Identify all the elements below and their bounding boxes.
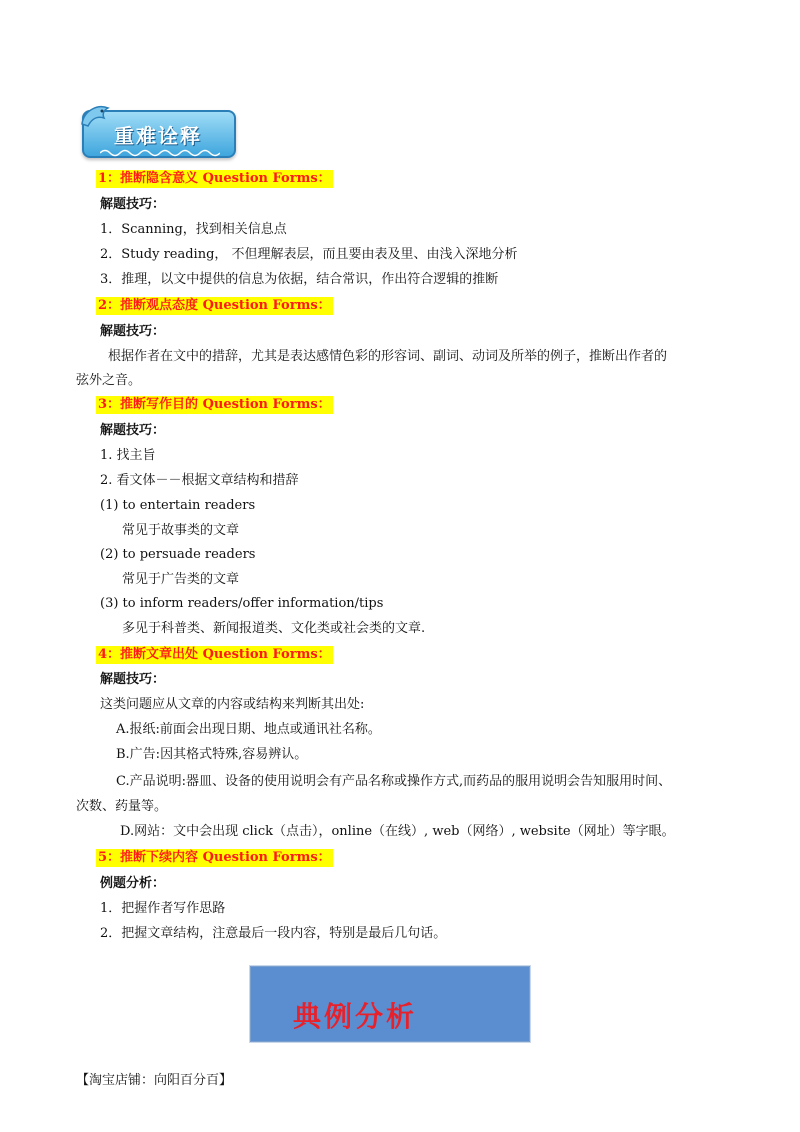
section-3-line-6: 常见于广告类的文章: [122, 572, 240, 587]
section-2-heading: 2：推断观点态度 Question Forms：: [98, 298, 331, 313]
section-3-sub: 解题技巧：: [100, 423, 166, 438]
example-banner: [250, 966, 530, 1042]
section-3-line-1: 1. 找主旨: [100, 448, 156, 463]
section-badge: [76, 98, 236, 160]
section-5-heading: 5：推断下续内容 Question Forms：: [98, 850, 331, 865]
section-4-heading: 4：推断文章出处 Question Forms：: [98, 647, 331, 662]
section-4-line-6: D.网站：文中会出现 click（点击），online（在线）, web（网络）, website（网址）等字眼。: [120, 824, 675, 839]
section-3-line-4: 常见于故事类的文章: [122, 523, 240, 538]
section-4-line-2: A.报纸:前面会出现日期、地点或通讯社名称。: [116, 722, 381, 737]
section-1-sub: 解题技巧：: [100, 197, 166, 212]
section-2-line-1: 根据作者在文中的措辞，尤其是表达感情色彩的形容词、副词、动词及所举的例子，推断出作者的: [108, 349, 668, 364]
section-1-heading: 1：推断隐含意义 Question Forms：: [98, 171, 331, 186]
section-3-line-5: (2) to persuade readers: [100, 547, 256, 562]
section-1-line-2: 2．Study reading， 不但理解表层，而且要由表及里、由浅入深地分析: [100, 247, 518, 262]
section-2-line-2: 弦外之音。: [76, 373, 142, 388]
section-4-sub: 解题技巧：: [100, 672, 166, 687]
section-4-line-3: B.广告:因其格式特殊,容易辨认。: [116, 747, 308, 762]
section-2-sub: 解题技巧：: [100, 324, 166, 339]
section-4-line-4: C.产品说明:器皿、设备的使用说明会有产品名称或操作方式,而药品的服用说明会告知服用时间、: [116, 774, 672, 789]
section-3-heading: 3：推断写作目的 Question Forms：: [98, 397, 331, 412]
section-3-line-7: (3) to inform readers/offer information/tips: [100, 596, 384, 611]
section-5-line-2: 2．把握文章结构，注意最后一段内容，特别是最后几句话。: [100, 926, 447, 941]
dolphin-icon: [76, 98, 116, 138]
badge-title: 重难诠释: [114, 124, 202, 148]
section-4-line-1: 这类问题应从文章的内容或结构来判断其出处:: [100, 697, 365, 712]
section-5-line-1: 1．把握作者写作思路: [100, 901, 226, 916]
section-1-line-1: 1．Scanning，找到相关信息点: [100, 222, 287, 237]
example-title: 典例分析: [293, 1000, 418, 1033]
wave-decoration-icon: [100, 148, 220, 158]
footer-shop-note: 【淘宝店铺：向阳百分百】: [76, 1073, 233, 1088]
section-5-sub: 例题分析：: [100, 876, 166, 891]
section-4-line-5: 次数、药量等。: [76, 799, 168, 814]
section-3-line-8: 多见于科普类、新闻报道类、文化类或社会类的文章.: [122, 621, 426, 636]
section-3-line-2: 2. 看文体－－根据文章结构和措辞: [100, 473, 299, 488]
section-3-line-3: (1) to entertain readers: [100, 498, 256, 513]
section-1-line-3: 3．推理，以文中提供的信息为依据，结合常识，作出符合逻辑的推断: [100, 272, 499, 287]
